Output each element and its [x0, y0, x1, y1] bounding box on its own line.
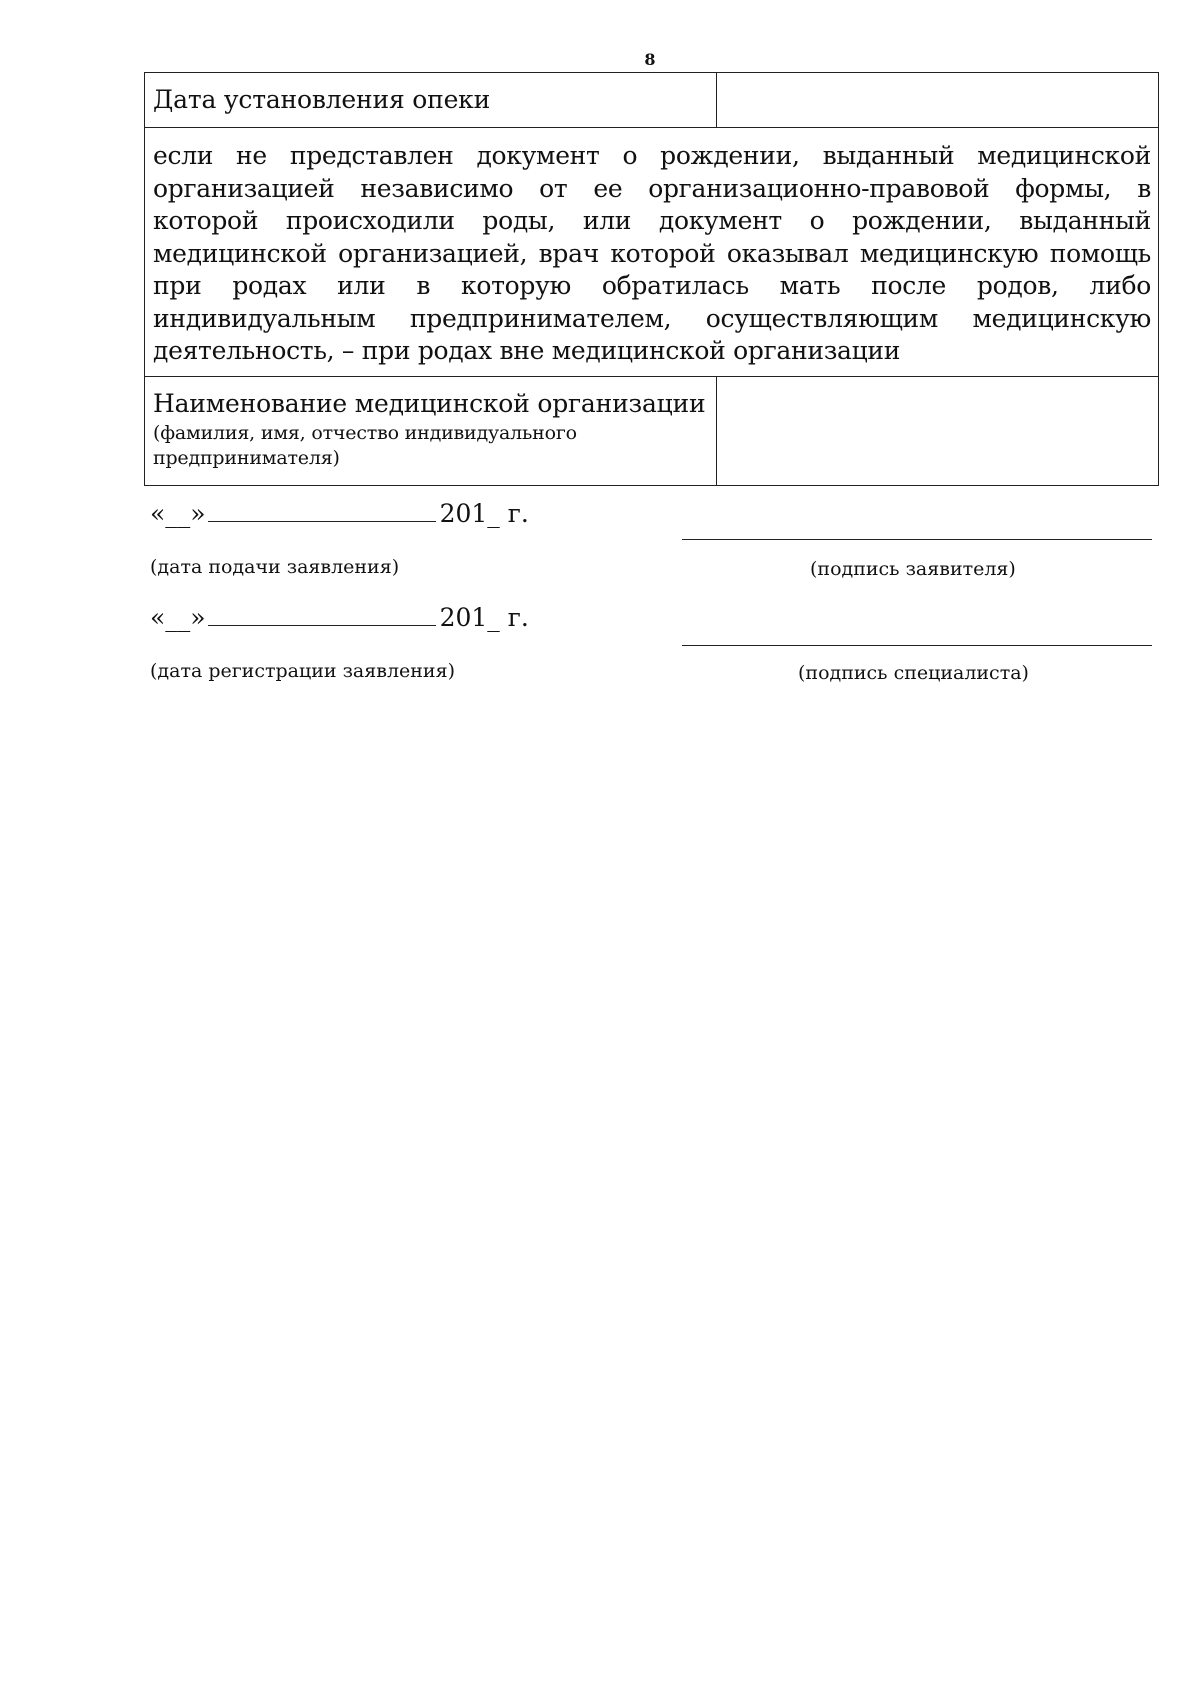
instruction-row — [145, 128, 1159, 377]
submission-date-year: 201_ г. — [439, 499, 529, 528]
form-table — [144, 72, 1159, 486]
guardianship-date-label-cell — [145, 73, 717, 128]
guardianship-date-label: Дата установления опеки — [153, 85, 491, 114]
specialist-signature-caption: (подпись специалиста) — [798, 662, 1029, 684]
specialist-signature-line[interactable] — [682, 645, 1152, 646]
registration-date-caption: (дата регистрации заявления) — [150, 660, 455, 682]
medical-organization-label-cell — [145, 376, 717, 485]
instruction-paragraph: если не представлен документ о рождении, выданный медицинской организацией независимо от ее организационно-правовой формы, в которой происходили роды, или документ о рождении, выданный медицинской организацией, врач которой оказывал медицинскую помощь при родах или в которую обратилась мать после родов, либо индивидуальным предпринимателем, осуществляющим медицинскую деятельность, – при родах вне медицинской организации — [153, 141, 1151, 365]
submission-date-month-blank — [208, 499, 436, 522]
submission-date-field[interactable] — [150, 499, 529, 528]
medical-organization-note: (фамилия, имя, отчество индивидуального предпринимателя) — [153, 421, 577, 469]
page-number: 8 — [644, 50, 656, 69]
medical-organization-value-cell[interactable] — [717, 376, 1159, 485]
submission-date-day: «__» — [150, 499, 206, 528]
registration-date-year: 201_ г. — [439, 603, 529, 632]
guardianship-date-value-cell[interactable] — [717, 73, 1159, 128]
guardianship-date-value — [717, 73, 1158, 83]
guardianship-date-row — [145, 73, 1159, 128]
applicant-signature-caption: (подпись заявителя) — [810, 558, 1016, 580]
registration-date-month-blank — [208, 603, 436, 626]
applicant-signature-line[interactable] — [682, 539, 1152, 540]
medical-organization-value — [717, 377, 1158, 387]
instruction-cell — [145, 128, 1159, 377]
submission-date-caption: (дата подачи заявления) — [150, 556, 400, 578]
registration-date-day: «__» — [150, 603, 206, 632]
medical-organization-label: Наименование медицинской организации — [153, 388, 706, 418]
registration-date-field[interactable] — [150, 603, 529, 632]
medical-organization-row — [145, 376, 1159, 485]
